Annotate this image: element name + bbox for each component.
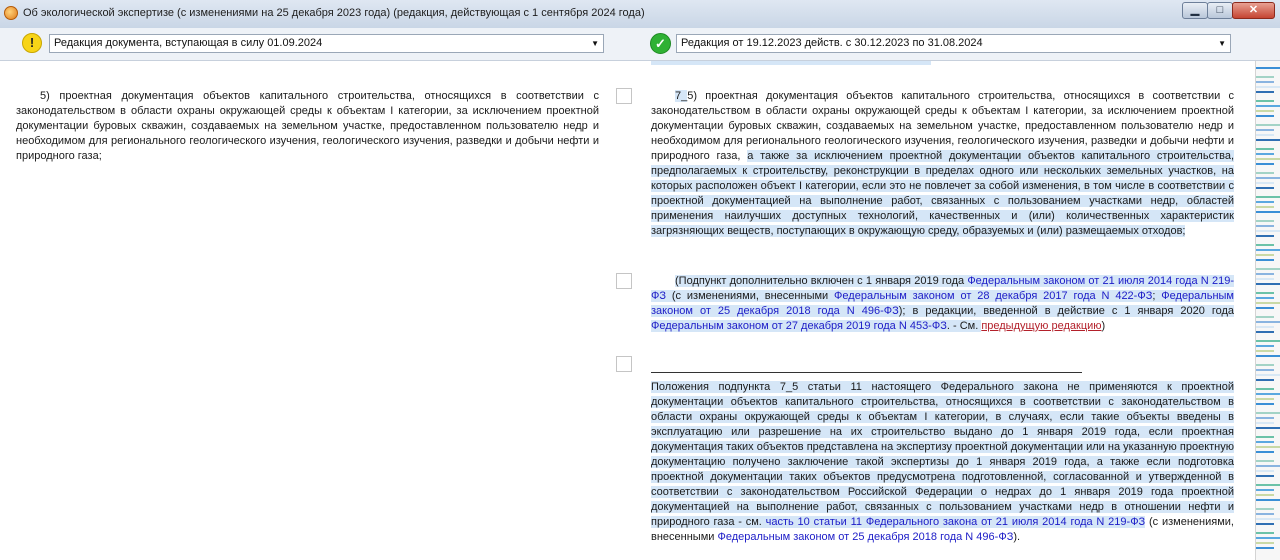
change-marker (1256, 163, 1274, 165)
chevron-down-icon: ▼ (1218, 39, 1226, 48)
change-marker (1256, 499, 1280, 501)
change-marker (1256, 268, 1280, 270)
change-marker (1256, 379, 1274, 381)
change-marker (1256, 398, 1274, 400)
change-marker (1256, 177, 1280, 179)
right-paragraph-1-added: а также за исключением проектной документации объектов капитального строительства, предполагаемых к строительству, реконструкции в пределах одного или нескольких земельных участков, на которых расположен объект I категории, если это не повлечет за собой изменения, в том числе в соответствии с проектной документацией на выполнение работ, связанных с пользованием участками недр, областей применения наилучших доступных технологий, качественных и (или) количественных характеристик загрязняющих веществ, поступающих в окружающую среду, образуемых и (или) размещаемых отходов; (651, 150, 1235, 237)
law-link-219-part10[interactable]: часть 10 статьи 11 Федерального закона от 21 июля 2014 года N 219-ФЗ (765, 516, 1146, 528)
provisions-text-1: Положения подпункта 7_5 статьи 11 настоящего Федерального закона не применяются к проектной документации объектов капитального строительства, относящихся в соответствии с законодательством в области охраны окружающей среды к объектам I категории, в случаях, если такие объекты введены в эксплуатацию или разрешение на их строительство выдано до 1 января 2019 года, если проектная документация таких объектов представлена на экспертизу проектной документации или на указанную проектную документацию получено заключение такой экспертизы до 1 января 2019 года, а также если подготовка проектной документации таких объектов предусмотрена подготовленной, согласованной и утвержденной в соответствии с законодательством Российской Федерации о недрах до 1 января 2019 года проектной документацией на выполнение работ, связанных с пользованием участками недр в отношении нефти и природного газа - см. (651, 381, 1234, 528)
change-marker (1256, 446, 1280, 448)
change-marker (1256, 105, 1280, 107)
change-marker (1256, 91, 1274, 93)
change-marker (1256, 307, 1274, 309)
change-marker (1256, 201, 1274, 203)
change-marker (1256, 172, 1274, 174)
change-map-scrollbar[interactable] (1255, 61, 1280, 560)
amendment-note (651, 274, 1234, 334)
change-marker (1256, 211, 1280, 213)
change-marker (1256, 76, 1274, 78)
change-marker (1256, 81, 1274, 83)
change-marker (1256, 182, 1274, 184)
change-marker (1256, 508, 1274, 510)
change-marker (1256, 86, 1280, 88)
provisions-text-3: ). (1013, 531, 1021, 543)
title-bar (0, 0, 1280, 29)
close-button[interactable]: ✕ (1232, 2, 1275, 19)
window-title: Об экологической экспертизе (с изменениями на 25 декабря 2023 года) (редакция, действующая с 1 сентября 2024 года) (23, 7, 645, 19)
change-marker (1256, 523, 1274, 525)
change-marker (1256, 537, 1280, 539)
change-marker (1256, 187, 1274, 189)
change-marker (1256, 436, 1274, 438)
law-link-219[interactable]: Федеральным законом от 21 июля 2014 года N 219-ФЗ (651, 275, 1234, 302)
change-marker (1256, 244, 1274, 246)
change-marker (1256, 302, 1280, 304)
check-icon: ✓ (650, 33, 671, 54)
right-paragraph-1 (651, 89, 1234, 239)
change-marker (1256, 441, 1274, 443)
footnote-separator (651, 372, 1082, 373)
edition-toolbar (0, 28, 1280, 61)
change-marker (1256, 206, 1274, 208)
amendment-note-text-3: ; (1152, 290, 1162, 302)
change-marker (1256, 331, 1274, 333)
change-marker (1256, 110, 1274, 112)
change-marker (1256, 403, 1274, 405)
minimize-button[interactable]: ▁ (1182, 2, 1208, 19)
change-marker (1256, 259, 1274, 261)
change-marker (1256, 427, 1280, 429)
change-marker (1256, 393, 1280, 395)
change-marker (1256, 220, 1274, 222)
change-marker (1256, 369, 1274, 371)
change-marker (1256, 340, 1280, 342)
change-marker (1256, 321, 1280, 323)
change-marker (1256, 230, 1280, 232)
change-marker (1256, 129, 1274, 131)
change-marker (1256, 465, 1280, 467)
amendment-note-text-5: . - См. (946, 320, 982, 332)
change-marker (1256, 273, 1274, 275)
change-marker (1256, 254, 1274, 256)
amendment-note-text-1: (Подпункт дополнительно включен с 1 января 2019 года (675, 275, 968, 287)
change-marker (1256, 225, 1274, 227)
left-paragraph: 5) проектная документация объектов капитального строительства, относящихся в соответствии с законодательством в области охраны окружающей среды к объектам I категории, за исключением проектной документации буровых скважин, создаваемых на земельном участке, предоставленном пользователю недр и необходимом для регионального геологического изучения, геологического изучения, разведки и добычи нефти и природного газа; (16, 90, 599, 162)
change-marker (1256, 417, 1274, 419)
amendment-note-text-2: (с изменениями, внесенными (666, 290, 835, 302)
maximize-button[interactable]: □ (1207, 2, 1233, 19)
law-link-422[interactable]: Федеральным законом от 28 декабря 2017 года N 422-ФЗ (834, 290, 1153, 302)
right-edition-label: Редакция от 19.12.2023 действ. с 30.12.2023 по 31.08.2024 (681, 37, 983, 49)
change-marker (1256, 451, 1274, 453)
right-paragraph-1-main: 5) проектная документация объектов капитального строительства, относящихся в соответствии с законодательством в области охраны окружающей среды к объектам I категории, за исключением проектной документации буровых скважин, создаваемых на земельном участке, предоставленном пользователю недр и необходимом для регионального геологического изучения, геологического изучения, разведки и добычи нефти и природного газа, (651, 90, 1234, 162)
change-marker (1256, 124, 1280, 126)
law-link-496[interactable]: Федеральным законом от 25 декабря 2018 года N 496-ФЗ (651, 290, 1234, 317)
change-marker (1256, 412, 1280, 414)
change-marker (1256, 374, 1280, 376)
change-marker (1256, 278, 1274, 280)
previous-edition-link[interactable]: предыдущую редакцию (981, 320, 1102, 332)
change-marker (1256, 326, 1274, 328)
change-marker (1256, 100, 1274, 102)
change-marker (1256, 134, 1274, 136)
change-marker (1256, 158, 1280, 160)
change-marker (1256, 292, 1274, 294)
change-marker (1256, 489, 1274, 491)
change-marker (1256, 388, 1274, 390)
change-marker (1256, 67, 1280, 69)
change-marker (1256, 316, 1274, 318)
change-marker (1256, 196, 1280, 198)
change-marker (1256, 513, 1274, 515)
compare-checkbox-3[interactable] (616, 356, 632, 372)
left-edition-select[interactable] (49, 34, 604, 53)
left-edition-label: Редакция документа, вступающая в силу 01.09.2024 (54, 37, 323, 49)
change-marker (1256, 364, 1274, 366)
change-marker (1256, 139, 1280, 141)
right-edition-select[interactable] (676, 34, 1231, 53)
anchor-marker: 7_ (675, 90, 688, 102)
change-marker (1256, 470, 1274, 472)
change-marker (1256, 249, 1280, 251)
previous-text-highlight (651, 61, 931, 65)
change-marker (1256, 355, 1280, 357)
chevron-down-icon: ▼ (591, 39, 599, 48)
change-marker (1256, 115, 1274, 117)
change-marker (1256, 235, 1274, 237)
change-marker (1256, 532, 1274, 534)
change-marker (1256, 484, 1280, 486)
change-marker (1256, 345, 1274, 347)
change-marker (1256, 350, 1274, 352)
law-link-496-b[interactable]: Федеральным законом от 25 декабря 2018 года N 496-ФЗ (717, 531, 1014, 543)
provisions-text-2: (с изменениями, внесенными (651, 516, 1234, 543)
app-icon (4, 6, 18, 20)
change-marker (1256, 542, 1274, 544)
amendment-note-text-4: ); в редакции, введенной в действие с 1 января 2020 года (898, 305, 1235, 317)
change-marker (1256, 148, 1274, 150)
change-marker (1256, 494, 1274, 496)
change-marker (1256, 153, 1274, 155)
compare-checkbox-1[interactable] (616, 88, 632, 104)
provisions-paragraph (651, 380, 1234, 545)
compare-checkbox-2[interactable] (616, 273, 632, 289)
law-link-453[interactable]: Федеральным законом от 27 декабря 2019 года N 453-ФЗ (651, 320, 947, 332)
change-marker (1256, 518, 1280, 520)
amendment-note-text-6: ) (1101, 320, 1106, 332)
change-marker (1256, 422, 1274, 424)
change-marker (1256, 297, 1274, 299)
change-marker (1256, 547, 1274, 549)
change-marker (1256, 283, 1280, 285)
warning-icon: ! (22, 33, 42, 53)
change-marker (1256, 475, 1274, 477)
change-marker (1256, 460, 1274, 462)
